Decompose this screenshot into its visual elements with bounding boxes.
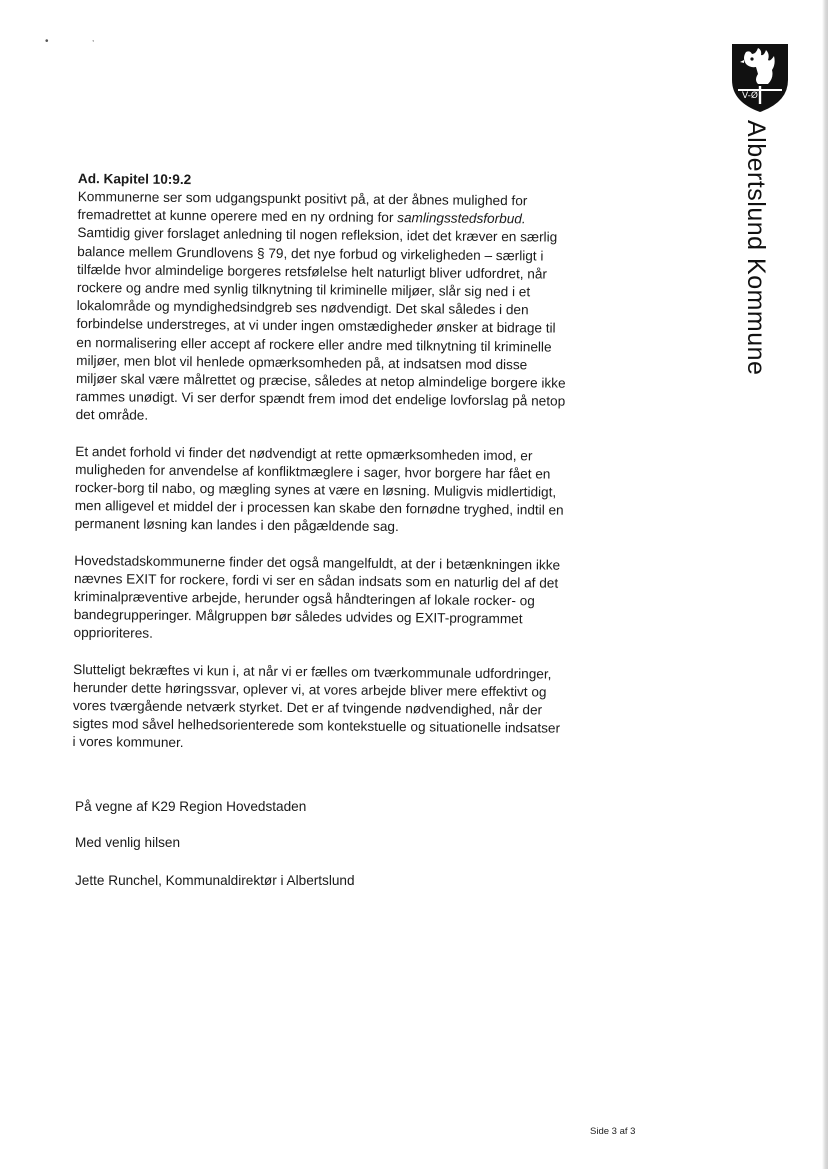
signatory-line: Jette Runchel, Kommunaldirektør i Albertslund <box>75 873 355 888</box>
page-number: Side 3 af 3 <box>590 1126 636 1137</box>
organization-name: Albertslund Kommune <box>742 120 770 376</box>
paragraph-4: Slutteligt bekræftes vi kun i, at når vi er fælles om tværkommunale udfordringer, herunder dette høringssvar, oplever vi, at vores arbejde bliver mere effektivt og vores tværgående netværk styrket. Det er af tvingende nødvendighed, når der sigtes mod såvel helhedsorienterede som kontekstuelle og situationelle indsatser i vores kommuner. <box>72 661 561 751</box>
svg-text:V-Ø: V-Ø <box>742 91 758 101</box>
paragraph-3: Hovedstadskommunerne finder det også mangelfuldt, at der i betænkningen ikke nævnes EXIT for rockere, fordi vi ser en sådan indsats som en naturlig del af det kriminalpræventive arbejde, herunder også håndteringen af lokale rocker- og bandegrupperinger. Målgruppen bør således udvides og EXIT-programmet opprioriteres. <box>73 552 561 642</box>
section-heading: Ad. Kapitel 10:9.2 <box>77 170 192 188</box>
albertslund-coat-of-arms-icon <box>728 40 792 114</box>
paragraph-2: Et andet forhold vi finder det nødvendigt at rette opmærksomheden imod, er muligheden for anvendelse af konfliktmæglere i sager, hvor borgere har fået en rocker-borg til nabo, og mægling synes at være en løsning. Muligvis midlertidigt, men alligevel et middel der i processen kan skabe den fornødne tryghed, indtil en permanent løsning kan landes i den pågældende sag. <box>74 443 564 535</box>
paragraph-1-italic-term: samlingsstedsforbud. <box>397 210 526 227</box>
paragraph-1-text-b: Samtidig giver forslaget anledning til nogen refleksion, idet det kræver en særlig balance mellem Grundlovens § 79, det nye forbud og virkeligheden – særligt i tilfælde hvor almindelige borgeres retsfølelse helt naturligt bliver udfordret, når rockere og andre med synlig tilknytning til kriminelle miljøer, slår sig ned i et lokalområde og myndighedsindgreb ses nødvendigt. Det skal således i den forbindelse understreges, at vi under ingen omstædigheder ønsker at bidrage til en normalisering eller accept af rockere eller andre med tilknytning til kriminelle miljøer, men blot vil henlede opmærksomheden på, at indsatsen mod disse miljøer skal være målrettet og præcise, således at netop almindelige borgere ikke rammes unødigt. Vi ser derfor spændt frem imod det endelige lovforslag på netop det område. <box>75 225 566 424</box>
scan-speck: • <box>45 36 49 47</box>
letter-body <box>72 170 568 774</box>
organization-name-vertical <box>732 120 792 376</box>
regards-line: Med venlig hilsen <box>75 835 181 850</box>
paragraph-1-text-a: Kommunerne ser som udgangspunkt positivt på, at der åbnes mulighed for fremadrettet at kunne operere med en ny ordning for <box>77 188 528 226</box>
scan-edge-shadow <box>822 0 828 1169</box>
scan-speck: , <box>92 34 95 43</box>
on-behalf-line: På vegne af K29 Region Hovedstaden <box>75 799 307 814</box>
paragraph-1 <box>76 188 568 429</box>
